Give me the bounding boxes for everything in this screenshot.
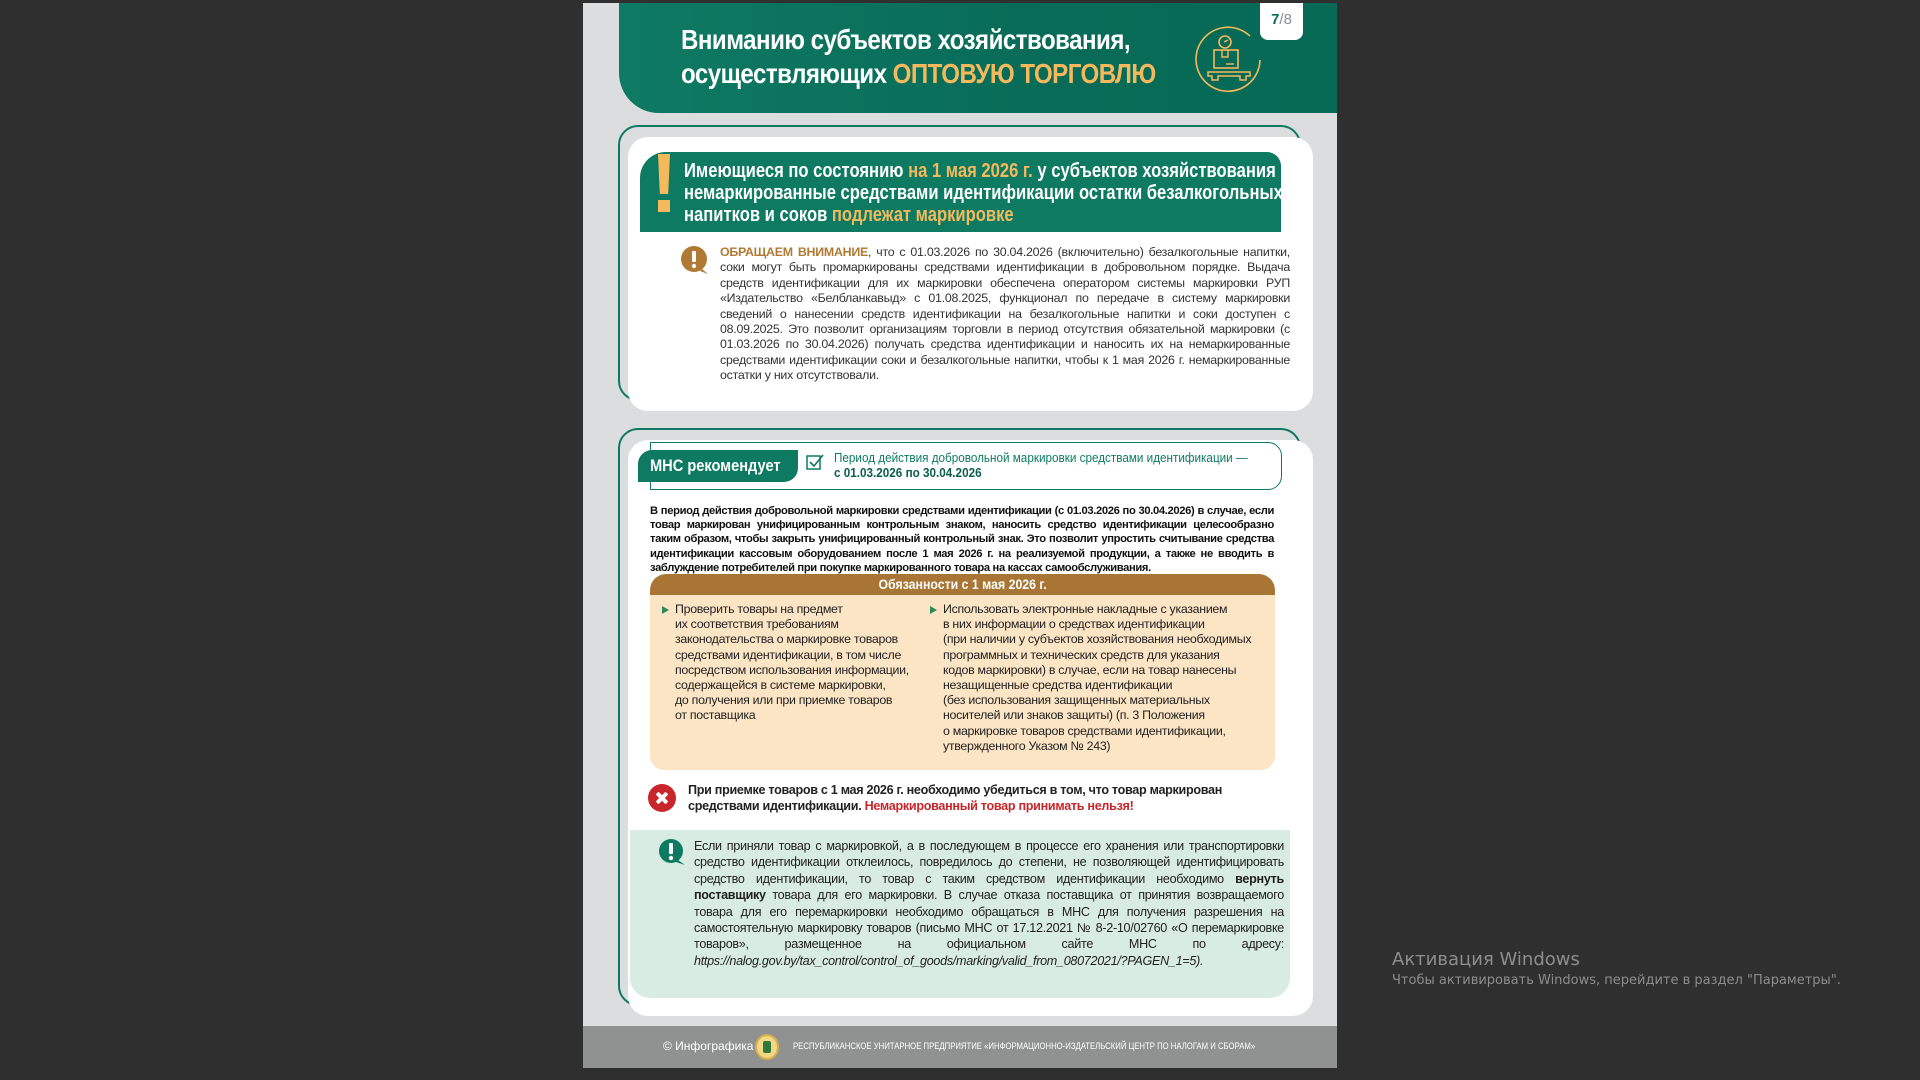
page-number (1260, 3, 1303, 40)
scale-box-icon (1190, 22, 1266, 98)
attention-text (720, 245, 1290, 384)
info-part2: товара для его маркировки. В случае отказа поставщика от принятия возвращаемого товара для его перемаркировки необходимо обращаться в МНС для получения разрешения на самостоятельную маркировку товаров (письмо МНС от 17.12.2021 № 8-2-10/02760 «О перемаркировке товаров», размещенное на официальном сайте МНС по адресу: (694, 888, 1284, 952)
warning-body: При приемке товаров с 1 мая 2026 г. необходимо убедиться в том, что товар маркирован средствами идентификации. (688, 783, 1223, 813)
duty-item (930, 602, 1270, 754)
return-info-text (694, 838, 1284, 969)
title-accent: ОПТОВУЮ ТОРГОВЛЮ (892, 58, 1156, 89)
page-header (619, 3, 1337, 113)
period-label: Период действия добровольной маркировки средствами идентификации — (834, 450, 1248, 465)
mns-badge (638, 450, 798, 482)
attention-body: , что с 01.03.2026 по 30.04.2026 (включительно) безалкогольные напитки, соки могут быть промаркированы средствами идентификации в добровольном порядке. Выдача средств идентификации для их маркировки обеспечена оператором системы маркировки РУП «Издательство «Белбланкавыд» с 01.08.2025, функционал по передаче в систему маркировки сведений о нанесении средств идентификации на безалкогольные напитки и соки доступен с 08.09.2025. Это позволит организациям торговли в период отсутствия обязательной маркировки (с 01.03.2026 по 30.04.2026) получать средства идентификации и наносить их на немаркированные средствами идентификации соки и безалкогольные напитки, чтобы к 1 мая 2026 г. немаркированные остатки у них отсутствовали. (720, 245, 1290, 383)
attention-bubble-icon (680, 245, 710, 275)
footer-copyright: © Инфографика (663, 1039, 754, 1053)
alert-accent: подлежат маркировке (831, 204, 1014, 226)
watermark-title: Активация Windows (1392, 949, 1580, 970)
duty-text: Проверить товары на предмет их соответствия требованиям законодательства о маркировке товаров средствами идентификации, в том числе посредством использования информации, содержащейся в системе маркировки, до получения или при приемке товаров от поставщика (675, 602, 909, 723)
duties-title-text: Обязанности с 1 мая 2026 г. (878, 576, 1047, 592)
title-line-2-prefix: осуществляющих (681, 58, 893, 89)
checkbox-checked-icon (806, 453, 824, 471)
title-line-2 (681, 57, 1156, 91)
prohibited-x-icon (648, 784, 676, 812)
warning-text (688, 782, 1278, 814)
watermark-subtitle: Чтобы активировать Windows, перейдите в раздел "Параметры". (1392, 973, 1841, 988)
recommendation-text: В период действия добровольной маркировки средствами идентификации (с 01.03.2026 по 30.04.2026) в случае, если товар маркирован унифицированным контрольным знаком, наносить средство идентификации целесообразно таким образом, чтобы закрыть унифицированный контрольный знак. Это позволит упростить считывание средства идентификации кассовым оборудованием после 1 мая 2026 г. на реализуемой продукции, а также не вводить в заблуждение потребителей при покупке маркированного товара на кассах самообслуживания. (650, 505, 1274, 574)
alert-line3-prefix: напитков и соков (684, 204, 832, 226)
duties-title (650, 574, 1275, 595)
title-line-1: Вниманию субъектов хозяйствования, (681, 24, 1131, 55)
duty-text: Использовать электронные накладные с указанием в них информации о средствах идентификации (при наличии у субъектов хозяйствования необходимых программных и технических средств для указания кодов маркировки) в случае, если на товар нанесены незащищенные средства идентификации (без использования защищенных материальных носителей или знаков защиты) (п. 3 Положения о маркировке товаров средствами идентификации, утвержденного Указом № 243) (943, 602, 1252, 753)
duties-box (650, 574, 1275, 770)
remains-marking-panel (618, 125, 1301, 401)
acceptance-warning (648, 782, 1278, 818)
bullet-arrow-icon (662, 606, 669, 614)
mns-recommendation-panel (618, 428, 1301, 1006)
alert-line1-prefix: Имеющиеся по состоянию (684, 160, 909, 182)
alert-line1-suffix: у субъектов хозяйствования (1032, 160, 1276, 182)
footer-organization: РЕСПУБЛИКАНСКОЕ УНИТАРНОЕ ПРЕДПРИЯТИЕ «ИНФОРМАЦИОННО-ИЗДАТЕЛЬСКИЙ ЦЕНТР ПО НАЛОГАМ И СБОРАМ» (793, 1041, 1256, 1051)
voluntary-period (834, 450, 1248, 480)
info-exclamation-icon (658, 838, 686, 866)
info-part1: Если приняли товар с маркировкой, а в последующем в процессе его хранения или транспортировки средство идентификации отклеилось, повредилось до степени, не позволяющей идентифицировать средство идентификации, то товар с таким средством идентификации необходимо (694, 839, 1284, 886)
page-title (681, 23, 1156, 91)
page-footer (583, 1026, 1337, 1068)
return-info-box (630, 830, 1290, 998)
windows-activation-watermark (1392, 948, 1841, 990)
period-dates: с 01.03.2026 по 30.04.2026 (834, 465, 982, 480)
warning-emphasis: Немаркированный товар принимать нельзя! (864, 799, 1134, 813)
info-part3: ). (1196, 953, 1204, 968)
duty-item (662, 602, 922, 724)
alert-line2: немаркированные средствами идентификации остатки безалкогольных (684, 182, 1283, 204)
mns-badge-label: МНС рекомендует (650, 456, 781, 475)
organization-emblem-icon (755, 1034, 779, 1060)
page-current: 7 (1271, 11, 1280, 28)
infographic-page (583, 3, 1337, 1068)
alert-date: на 1 мая 2026 г. (908, 160, 1033, 182)
alert-text (684, 160, 1283, 226)
info-emphasis: вернуть поставщику (694, 871, 1284, 903)
exclamation-icon (656, 154, 670, 216)
attention-lead: ОБРАЩАЕМ ВНИМАНИЕ (720, 245, 869, 259)
mns-link[interactable]: https://nalog.gov.by/tax_control/control_of_goods/marking/valid_from_08072021/?PAGEN_1=5 (694, 953, 1197, 968)
page-total: /8 (1279, 11, 1292, 28)
alert-banner (640, 152, 1281, 232)
bullet-arrow-icon (930, 606, 937, 614)
